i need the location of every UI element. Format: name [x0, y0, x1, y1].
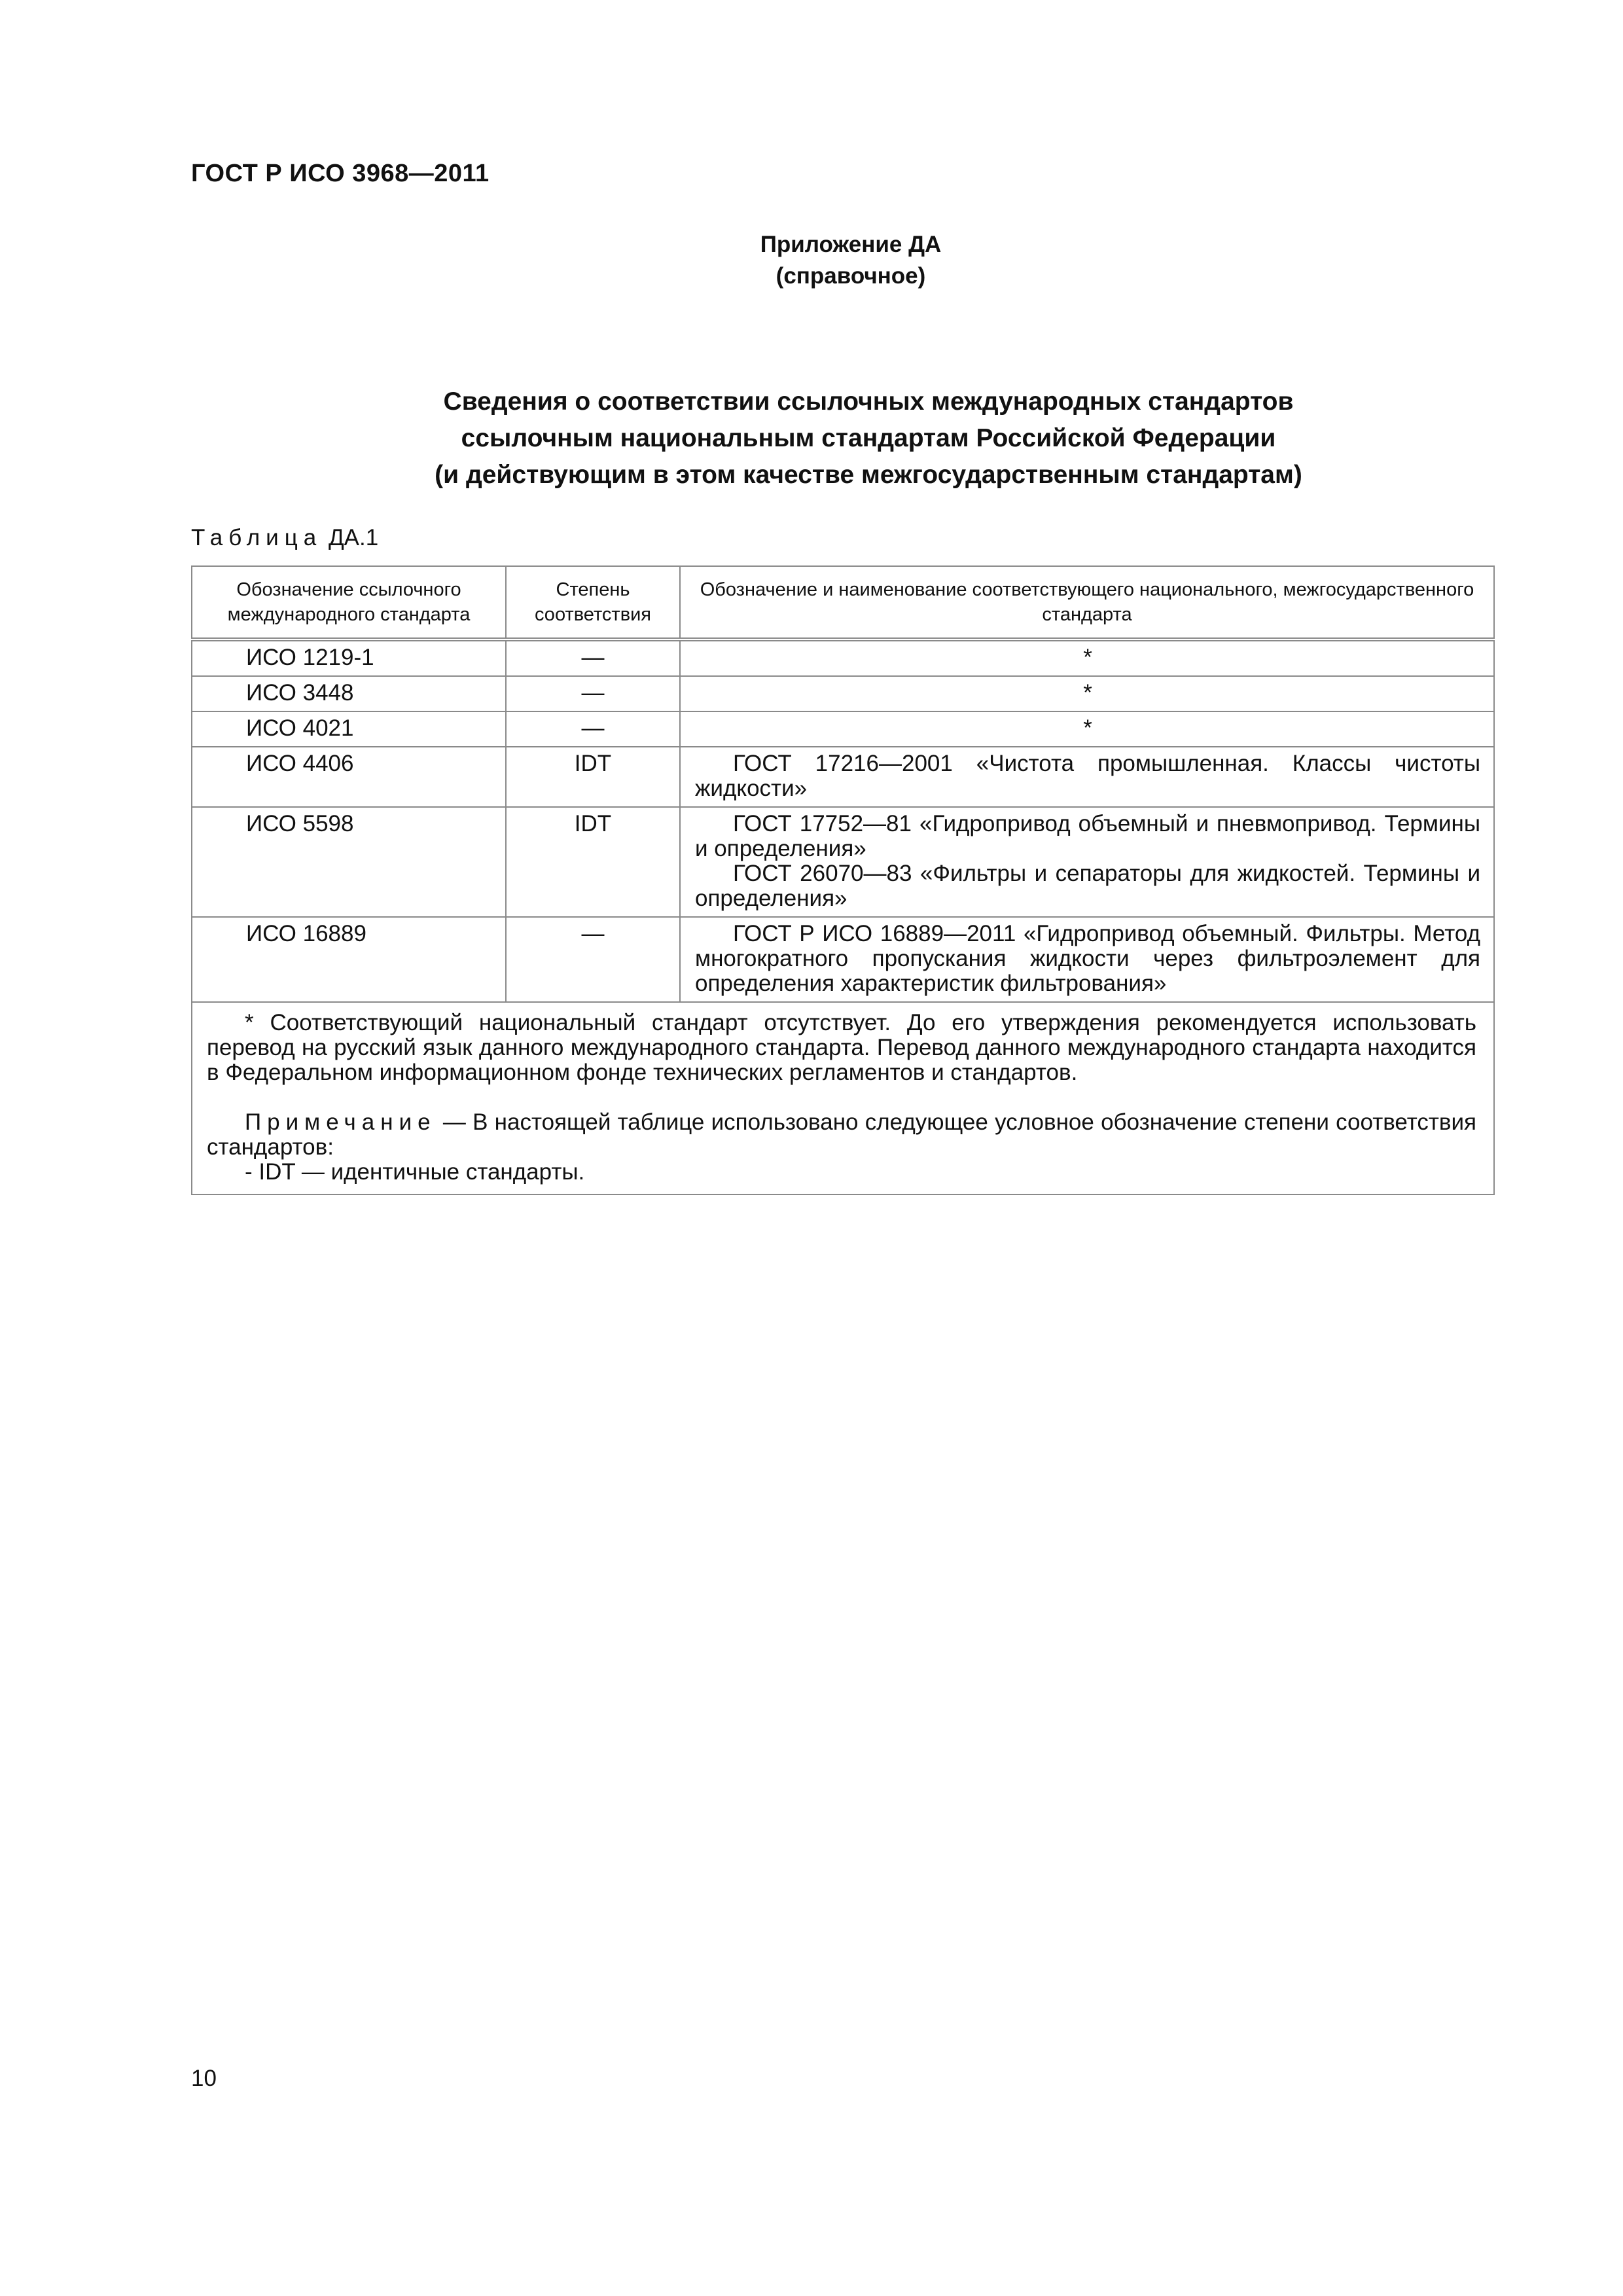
- national-standard-cell: [680, 807, 1494, 917]
- table-row: [192, 676, 1494, 711]
- header-national-standard: Обозначение и наименование соответствующего национального, межгосударственного стандарта: [680, 566, 1494, 639]
- appendix-title: [191, 384, 1546, 493]
- header-degree: Степень соответствия: [506, 566, 680, 639]
- appendix-heading: [654, 229, 1047, 292]
- table-caption-word: Таблица: [191, 525, 323, 550]
- note-text: — В настоящей таблице использовано следующее условное обозначение степени соответствия стандартов:: [207, 1109, 1476, 1160]
- degree-cell: —: [506, 676, 680, 711]
- designation-cell: ИСО 4406: [192, 747, 506, 807]
- degree-cell: IDT: [506, 807, 680, 917]
- national-standard-text: ГОСТ 17752—81 «Гидропривод объемный и пневмопривод. Термины и определения»: [695, 811, 1480, 861]
- note-label: Примечание: [245, 1109, 437, 1135]
- note-paragraph: [207, 1110, 1476, 1160]
- table-footer-row: [192, 1002, 1494, 1194]
- national-standard-cell: *: [680, 711, 1494, 747]
- correspondence-table: [191, 565, 1495, 1195]
- appendix-name: Приложение ДА: [760, 232, 942, 257]
- appendix-kind: (справочное): [776, 263, 926, 289]
- title-line-2: ссылочным национальным стандартам Российской Федерации: [461, 424, 1276, 452]
- national-standard-text: ГОСТ Р ИСО 16889—2011 «Гидропривод объемный. Фильтры. Метод многократного пропускания жидкости через фильтроэлемент для определения характеристик фильтрования»: [695, 921, 1480, 996]
- degree-cell: IDT: [506, 747, 680, 807]
- table-row: [192, 639, 1494, 676]
- note-list-item: - IDT — идентичные стандарты.: [245, 1159, 585, 1185]
- page-number: 10: [191, 2066, 217, 2091]
- document-code-header: ГОСТ Р ИСО 3968—2011: [191, 160, 490, 187]
- national-standard-cell: [680, 917, 1494, 1002]
- national-standard-cell: [680, 747, 1494, 807]
- header-designation: Обозначение ссылочного международного стандарта: [192, 566, 506, 639]
- table-row: [192, 917, 1494, 1002]
- table-row: [192, 807, 1494, 917]
- table-row: [192, 711, 1494, 747]
- designation-cell: ИСО 1219-1: [192, 639, 506, 676]
- table-row: [192, 747, 1494, 807]
- national-standard-text: ГОСТ 26070—83 «Фильтры и сепараторы для жидкостей. Термины и определения»: [695, 861, 1480, 911]
- degree-cell: —: [506, 917, 680, 1002]
- degree-cell: —: [506, 639, 680, 676]
- designation-cell: ИСО 3448: [192, 676, 506, 711]
- table-caption: [191, 525, 378, 551]
- table-footer-cell: [192, 1002, 1494, 1194]
- table-caption-number: ДА.1: [328, 525, 379, 550]
- designation-cell: ИСО 4021: [192, 711, 506, 747]
- national-standard-cell: *: [680, 676, 1494, 711]
- national-standard-text: ГОСТ 17216—2001 «Чистота промышленная. Классы чистоты жидкости»: [695, 751, 1480, 801]
- table-header-row: [192, 566, 1494, 639]
- title-line-1: Сведения о соответствии ссылочных международных стандартов: [443, 387, 1294, 416]
- degree-cell: —: [506, 711, 680, 747]
- national-standard-cell: *: [680, 639, 1494, 676]
- title-line-3: (и действующим в этом качестве межгосударственным стандартам): [435, 461, 1302, 489]
- designation-cell: ИСО 5598: [192, 807, 506, 917]
- footnote-text: * Соответствующий национальный стандарт отсутствует. До его утверждения рекомендуется использовать перевод на русский язык данного международного стандарта. Перевод данного международного стандарта находится в Федеральном информационном фонде технических регламентов и стандартов.: [207, 1010, 1476, 1085]
- designation-cell: ИСО 16889: [192, 917, 506, 1002]
